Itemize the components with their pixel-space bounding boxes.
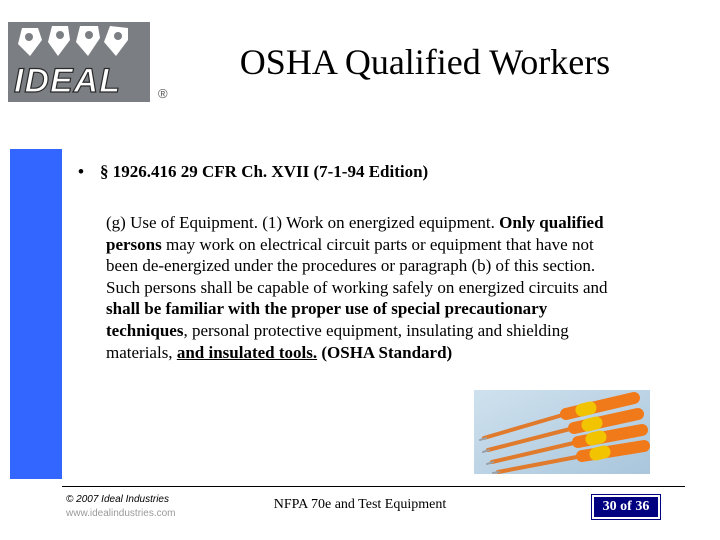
body-segment-bold: shall be familiar with the proper use of special precautionary techniques <box>106 299 548 340</box>
slide-title: OSHA Qualified Workers <box>239 42 611 82</box>
accent-bar <box>10 149 62 479</box>
footer-website-link[interactable]: www.idealindustries.com <box>66 508 176 519</box>
logo-wordmark: IDEAL <box>14 62 121 100</box>
insulated-screwdrivers-photo <box>474 390 650 474</box>
registered-mark: ® <box>158 86 168 101</box>
body-segment-bold: (OSHA Standard) <box>317 342 453 362</box>
body-segment-bold-underline: and insulated tools. <box>176 342 318 362</box>
footer-divider <box>62 486 685 487</box>
body-segment: , personal protective equipment, insulating and shielding materials, <box>106 320 569 362</box>
footer-course-title: NFPA 70e and Test Equipment <box>273 497 447 512</box>
body-segment: may work on electrical circuit parts or equipment that have not been de-energized under the procedures or paragraph (b) of this section. Such persons shall be capable of working safely on energized circuits and <box>106 234 608 297</box>
regulation-text <box>106 212 626 363</box>
bullet-marker: • <box>78 162 84 181</box>
body-segment: (g) Use of Equipment. (1) Work on energized equipment. <box>106 213 500 232</box>
body-segment-bold: Only qualified persons <box>106 213 604 254</box>
ideal-logo <box>8 22 170 102</box>
footer-copyright: © 2007 Ideal Industries <box>66 494 169 505</box>
bullet-citation <box>78 160 428 184</box>
page-number-badge: 30 of 36 <box>592 495 660 519</box>
citation-text: § 1926.416 29 CFR Ch. XVII (7-1-94 Edition) <box>100 162 429 181</box>
